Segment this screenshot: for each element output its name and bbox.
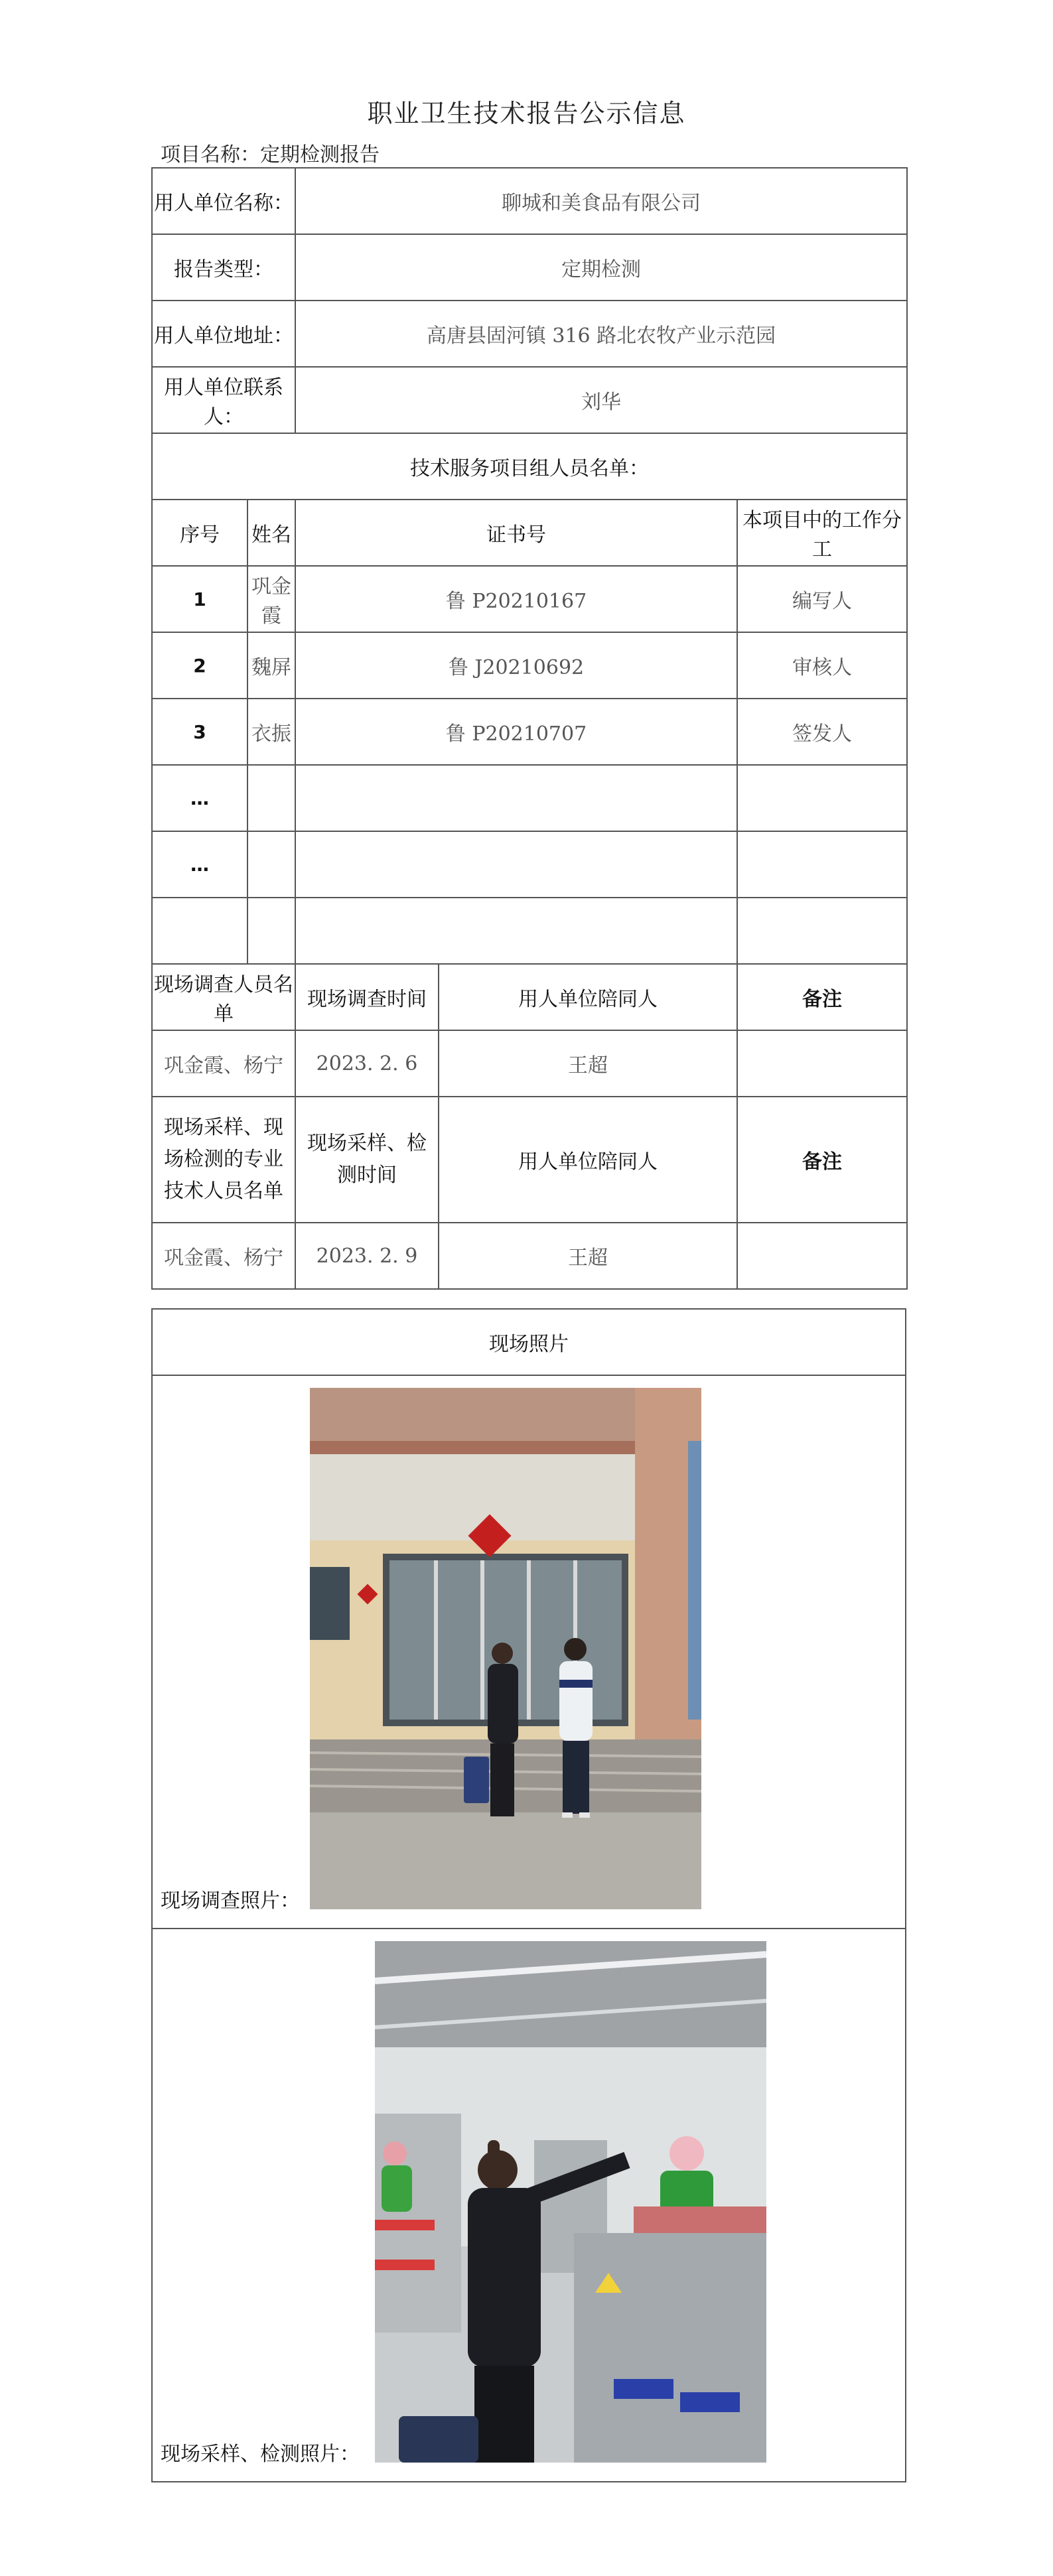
- sampling-header: 用人单位陪同人: [439, 1097, 737, 1223]
- table-row: [152, 699, 907, 765]
- sampling-photo: [375, 1941, 766, 2463]
- survey-value: 王超: [439, 1030, 737, 1097]
- team-role: [737, 765, 907, 831]
- info-row: [152, 234, 907, 301]
- team-name: 衣振: [247, 699, 295, 765]
- info-row: [152, 168, 907, 234]
- project-value: 定期检测报告: [260, 143, 380, 167]
- sampling-value: 巩金霞、杨宁: [152, 1223, 295, 1289]
- sampling-photo-cell: [152, 1929, 906, 2482]
- team-header: 姓名: [247, 500, 295, 566]
- team-no: …: [152, 765, 247, 831]
- team-no: 2: [152, 632, 247, 699]
- sampling-value: [737, 1223, 907, 1289]
- project-label: 项目名称：: [161, 143, 260, 167]
- info-value: 聊城和美食品有限公司: [295, 168, 907, 234]
- team-cert: 鲁 P20210707: [295, 699, 737, 765]
- survey-header: 用人单位陪同人: [439, 964, 737, 1030]
- photos-title: 现场照片: [152, 1309, 906, 1375]
- team-name: [247, 831, 295, 898]
- survey-header: 现场调查人员名单: [152, 964, 295, 1030]
- team-title: 技术服务项目组人员名单：: [152, 433, 907, 500]
- survey-photo-label: 现场调查照片：: [161, 1889, 300, 1913]
- team-header: 序号: [152, 500, 247, 566]
- info-label: 用人单位联系人：: [152, 367, 295, 433]
- team-header-row: [152, 500, 907, 566]
- team-cert: [295, 831, 737, 898]
- team-name: 巩金霞: [247, 566, 295, 632]
- sampling-photo-label: 现场采样、检测照片：: [161, 2443, 360, 2466]
- team-header: 证书号: [295, 500, 737, 566]
- team-cert: [295, 765, 737, 831]
- info-label: 用人单位地址：: [152, 301, 295, 367]
- info-value: 高唐县固河镇 316 路北农牧产业示范园: [295, 301, 907, 367]
- team-no: …: [152, 831, 247, 898]
- team-name: [247, 765, 295, 831]
- sampling-header: 备注: [737, 1097, 907, 1223]
- table-row: [152, 765, 907, 831]
- team-cert: 鲁 J20210692: [295, 632, 737, 699]
- table-row: [152, 898, 907, 964]
- info-value: 定期检测: [295, 234, 907, 301]
- team-role: 审核人: [737, 632, 907, 699]
- survey-value: 2023. 2. 6: [295, 1030, 439, 1097]
- info-label: 用人单位名称：: [152, 168, 295, 234]
- project-line: [161, 138, 380, 167]
- info-table: [151, 167, 908, 1290]
- info-row: [152, 301, 907, 367]
- team-role: 编写人: [737, 566, 907, 632]
- info-value: 刘华: [295, 367, 907, 433]
- team-no: 3: [152, 699, 247, 765]
- survey-header: 备注: [737, 964, 907, 1030]
- sampling-header: 现场采样、现场检测的专业技术人员名单: [152, 1097, 295, 1223]
- survey-value: [737, 1030, 907, 1097]
- sampling-value: 2023. 2. 9: [295, 1223, 439, 1289]
- team-no: [152, 898, 247, 964]
- team-header: 本项目中的工作分工: [737, 500, 907, 566]
- survey-photo-cell: [152, 1375, 906, 1929]
- sampling-value-row: [152, 1223, 907, 1289]
- team-cert: [295, 898, 737, 964]
- team-no: 1: [152, 566, 247, 632]
- survey-value: 巩金霞、杨宁: [152, 1030, 295, 1097]
- team-role: 签发人: [737, 699, 907, 765]
- info-row: [152, 367, 907, 433]
- team-cert: 鲁 P20210167: [295, 566, 737, 632]
- info-label: 报告类型：: [152, 234, 295, 301]
- photo-table: [151, 1308, 906, 2482]
- table-row: [152, 566, 907, 632]
- table-row: [152, 632, 907, 699]
- survey-value-row: [152, 1030, 907, 1097]
- sampling-value: 王超: [439, 1223, 737, 1289]
- survey-header: 现场调查时间: [295, 964, 439, 1030]
- team-name: 魏屏: [247, 632, 295, 699]
- page-title: 职业卫生技术报告公示信息: [367, 99, 686, 128]
- sampling-header-row: [152, 1097, 907, 1223]
- table-row: [152, 831, 907, 898]
- survey-photo: [310, 1388, 701, 1909]
- sampling-header: 现场采样、检测时间: [295, 1097, 439, 1223]
- survey-header-row: [152, 964, 907, 1030]
- team-role: [737, 831, 907, 898]
- team-name: [247, 898, 295, 964]
- team-role: [737, 898, 907, 964]
